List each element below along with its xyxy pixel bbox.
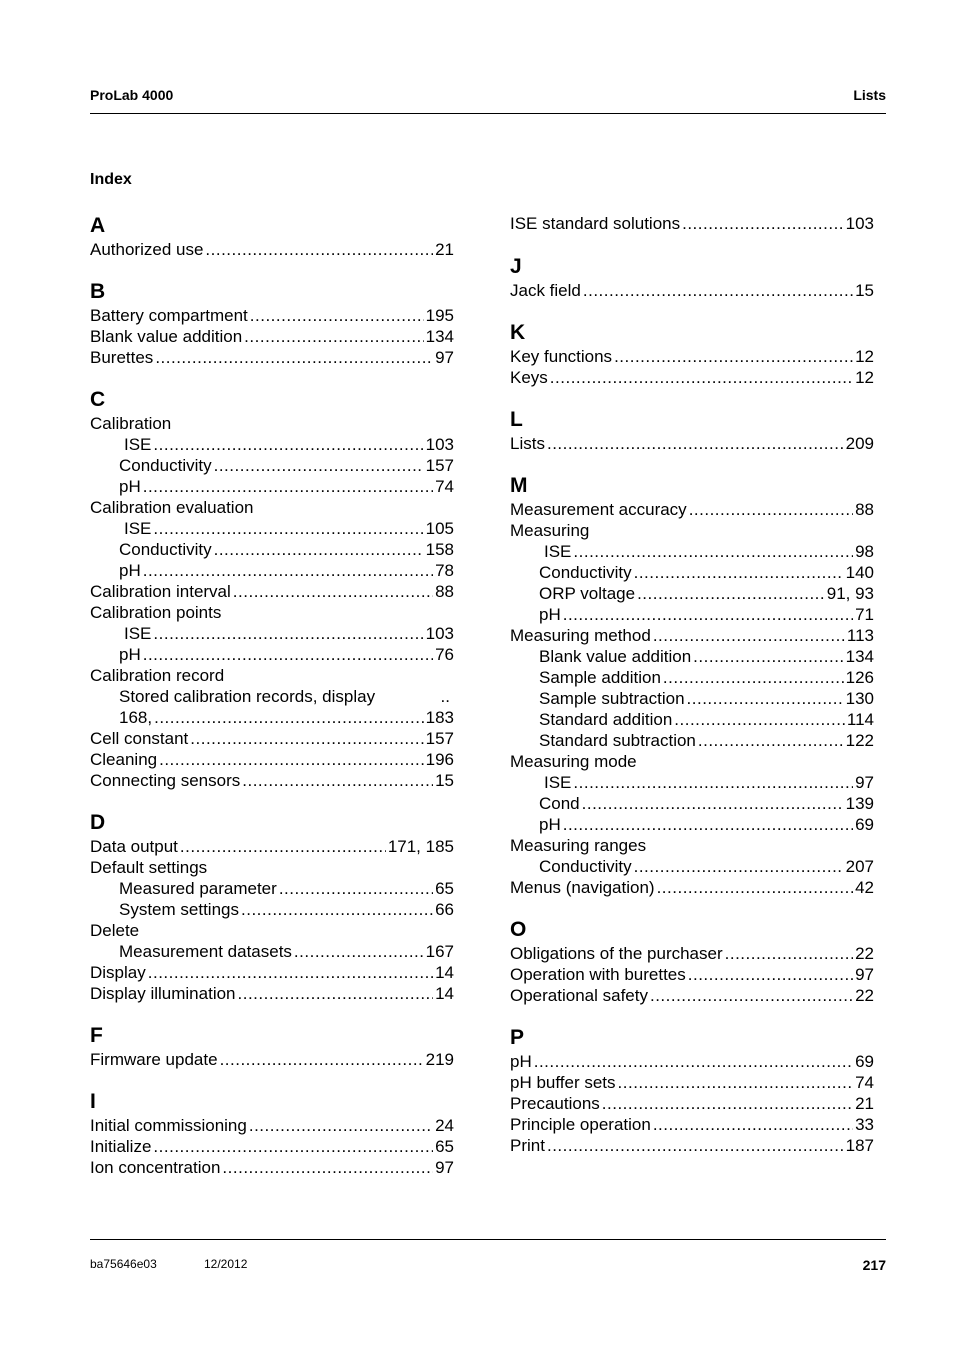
index-entry[interactable]: Data output ..... 171, 185 xyxy=(90,836,454,857)
index-entry[interactable]: Firmware update ..... 219 xyxy=(90,1049,454,1070)
index-heading: Measuring xyxy=(510,521,590,540)
index-section-f xyxy=(90,1023,454,1070)
index-entry[interactable]: Display ..... 14 xyxy=(90,962,454,983)
index-entry[interactable]: Burettes ..... 97 xyxy=(90,347,454,368)
index-section-b xyxy=(90,279,454,368)
index-entry[interactable]: Operation with burettes ..... 97 xyxy=(510,964,874,985)
index-entry[interactable]: Blank value addition ..... 134 xyxy=(90,326,454,347)
index-subentry[interactable]: pH ..... 71 xyxy=(510,604,874,625)
index-section-k xyxy=(510,320,874,388)
index-subentry[interactable]: Sample addition ..... 126 xyxy=(510,667,874,688)
index-section-l xyxy=(510,407,874,454)
index-section-j xyxy=(510,254,874,301)
index-subentry[interactable]: ISE ..... 98 xyxy=(510,541,874,562)
index-subentry[interactable]: System settings ..... 66 xyxy=(90,899,454,920)
index-heading: Measuring ranges xyxy=(510,836,647,855)
index-heading: Calibration evaluation xyxy=(90,498,254,517)
index-subentry[interactable]: ISE ..... 105 xyxy=(90,518,454,539)
index-section-c xyxy=(90,387,454,791)
index-entry[interactable]: Cleaning ..... 196 xyxy=(90,749,454,770)
index-entry[interactable]: Keys ..... 12 xyxy=(510,367,874,388)
index-entry[interactable]: Precautions ..... 21 xyxy=(510,1093,874,1114)
index-subentry[interactable]: Cond ..... 139 xyxy=(510,793,874,814)
footer-doc-id: ba75646e03 xyxy=(90,1257,157,1271)
index-column-left xyxy=(90,213,454,1178)
index-entry[interactable]: Initialize ..... 65 xyxy=(90,1136,454,1157)
header-product: ProLab 4000 xyxy=(90,87,174,103)
index-section-p xyxy=(510,1025,874,1156)
index-entry[interactable]: Connecting sensors ..... 15 xyxy=(90,770,454,791)
index-subentry[interactable]: Conductivity ..... 207 xyxy=(510,856,874,877)
header-section: Lists xyxy=(853,87,886,103)
index-heading: Calibration points xyxy=(90,603,222,622)
index-entry[interactable]: Lists ..... 209 xyxy=(510,433,874,454)
index-subentry[interactable]: pH ..... 74 xyxy=(90,476,454,497)
index-entry[interactable]: Jack field ..... 15 xyxy=(510,280,874,301)
footer-date: 12/2012 xyxy=(204,1257,248,1271)
section-letter: A xyxy=(90,214,106,237)
index-subentry[interactable]: ISE ..... 103 xyxy=(90,434,454,455)
index-section-d xyxy=(90,810,454,1004)
footer-rule xyxy=(90,1239,886,1240)
section-letter: J xyxy=(510,255,522,278)
index-heading: Calibration record xyxy=(90,666,225,685)
section-letter: P xyxy=(510,1026,525,1049)
section-letter: M xyxy=(510,474,528,497)
page-number: 217 xyxy=(862,1257,886,1273)
index-section-i xyxy=(90,1089,454,1178)
index-subentry[interactable]: Conductivity ..... 157 xyxy=(90,455,454,476)
index-heading: Delete xyxy=(90,921,140,940)
index-entry[interactable]: Battery compartment ..... 195 xyxy=(90,305,454,326)
index-subentry[interactable]: Measurement datasets ..... 167 xyxy=(90,941,454,962)
index-subentry[interactable]: Measured parameter ..... 65 xyxy=(90,878,454,899)
section-letter: C xyxy=(90,388,106,411)
index-subentry[interactable]: ISE ..... 103 xyxy=(90,623,454,644)
header-rule xyxy=(90,113,886,114)
index-entry[interactable]: Operational safety ..... 22 xyxy=(510,985,874,1006)
index-entry[interactable]: pH buffer sets ..... 74 xyxy=(510,1072,874,1093)
section-letter: O xyxy=(510,918,527,941)
index-entry[interactable]: Measuring method ..... 113 xyxy=(510,625,874,646)
index-entry[interactable]: pH ..... 69 xyxy=(510,1051,874,1072)
index-subentry[interactable]: ISE ..... 97 xyxy=(510,772,874,793)
section-letter: D xyxy=(90,811,106,834)
index-entry[interactable]: Principle operation ..... 33 xyxy=(510,1114,874,1135)
index-entry[interactable]: Calibration interval ..... 88 xyxy=(90,581,454,602)
index-subentry[interactable]: Conductivity ..... 158 xyxy=(90,539,454,560)
index-subentry[interactable]: ORP voltage ..... 91, 93 xyxy=(510,583,874,604)
section-letter: I xyxy=(90,1090,96,1113)
index-entry[interactable]: Key functions ..... 12 xyxy=(510,346,874,367)
index-heading: Default settings xyxy=(90,858,208,877)
index-heading: Measuring mode xyxy=(510,752,637,771)
index-entry[interactable]: Display illumination ..... 14 xyxy=(90,983,454,1004)
section-letter: K xyxy=(510,321,526,344)
index-subentry[interactable]: Standard addition ..... 114 xyxy=(510,709,874,730)
index-section-a xyxy=(90,213,454,260)
index-entry[interactable]: Print ..... 187 xyxy=(510,1135,874,1156)
index-subentry[interactable]: Sample subtraction ..... 130 xyxy=(510,688,874,709)
index-entry[interactable]: ISE standard solutions ..... 103 xyxy=(510,213,874,234)
index-entry[interactable]: Cell constant ..... 157 xyxy=(90,728,454,749)
page-title: Index xyxy=(90,171,132,188)
index-section-i-cont xyxy=(510,213,874,234)
index-subentry[interactable]: Blank value addition ..... 134 xyxy=(510,646,874,667)
index-subentry[interactable]: Conductivity ..... 140 xyxy=(510,562,874,583)
index-column-right xyxy=(510,213,874,1156)
section-letter: B xyxy=(90,280,106,303)
section-letter: L xyxy=(510,408,523,431)
index-subentry[interactable]: Stored calibration records, display .. 168, ..... 183 xyxy=(90,686,454,728)
index-entry[interactable]: Measurement accuracy ..... 88 xyxy=(510,499,874,520)
index-subentry[interactable]: pH ..... 69 xyxy=(510,814,874,835)
index-entry[interactable]: Initial commissioning ..... 24 xyxy=(90,1115,454,1136)
index-entry[interactable]: Authorized use ..... 21 xyxy=(90,239,454,260)
index-section-o xyxy=(510,917,874,1006)
index-subentry[interactable]: Standard subtraction ..... 122 xyxy=(510,730,874,751)
index-subentry[interactable]: pH ..... 76 xyxy=(90,644,454,665)
index-heading: Calibration xyxy=(90,414,172,433)
section-letter: F xyxy=(90,1024,103,1047)
index-entry[interactable]: Menus (navigation) ..... 42 xyxy=(510,877,874,898)
index-entry[interactable]: Ion concentration ..... 97 xyxy=(90,1157,454,1178)
index-section-m xyxy=(510,473,874,898)
index-entry[interactable]: Obligations of the purchaser ..... 22 xyxy=(510,943,874,964)
index-subentry[interactable]: pH ..... 78 xyxy=(90,560,454,581)
